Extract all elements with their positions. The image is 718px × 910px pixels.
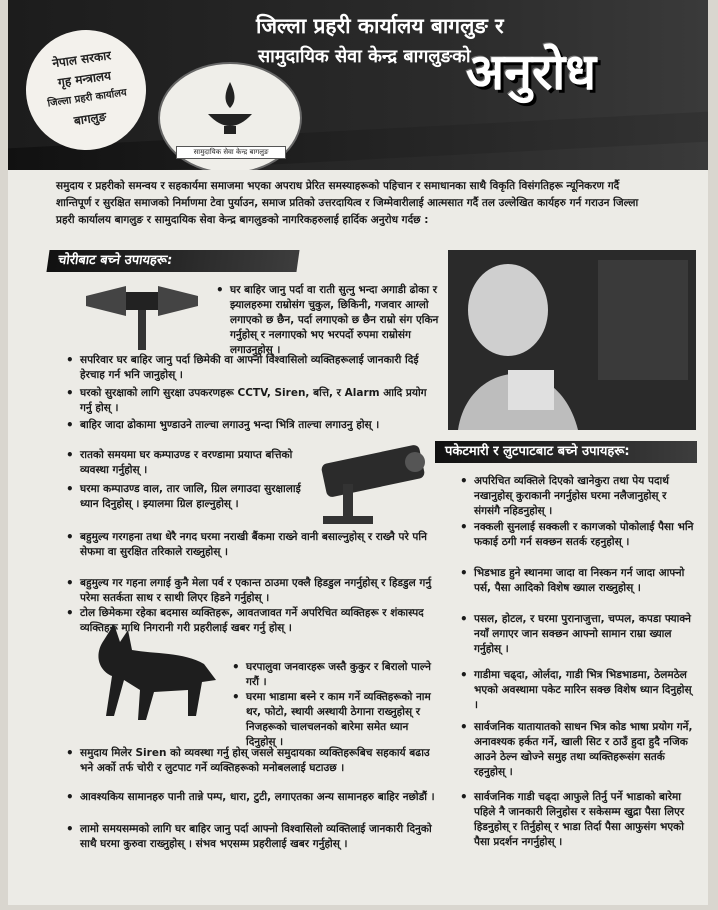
- list-item: • अपरिचित व्यक्तिले दिएको खानेकुरा तथा पेय पदार्थ नखानुहोस् कुराकानी नगर्नुहोस घरमा नलैजानुहोस् र संगसंगै नहिडनुहोस् ।: [460, 474, 669, 517]
- thief-photo: [448, 250, 696, 430]
- gov-logo-line: गृह मन्त्रालय: [57, 68, 112, 90]
- list-item: • सार्वजनिक गाडी चढ्दा आफुले तिर्नु पर्ने भाडाको बारेमा पहिले नै जानकारी लिनुहोस र सकेसम्म खुद्रा पैसा लिएर हिडनुहोस् र तिर्नुहोस् र भाडा तिर्दा पैसा आफुसंग भएको पैसा प्रदर्शन नगर्नुहोस् ।: [460, 790, 685, 848]
- gov-logo-line: जिल्ला प्रहरी कार्यालय: [46, 87, 128, 110]
- list-item: • घरमा भाडामा बस्ने र काम गर्ने व्यक्तिहरूको नाम थर, फोटो, स्थायी अस्थायी ठेगाना राख्नुहोस् र निजहरूको चालचलनको बारेमा समेत ध्यान दिनुहोस् ।: [232, 690, 431, 748]
- list-item: • भिडभाड हुने स्थानमा जादा वा निस्कन गर्न जादा आफ्नो पर्स, पैसा आदिको विशेष ख्याल राख्नुहोस् ।: [460, 566, 685, 594]
- header-title-line2: सामुदायिक सेवा केन्द्र बागलुङको: [258, 46, 471, 67]
- header-anurodh: अनुरोध: [466, 42, 597, 101]
- list-item: • घरको सुरक्षाको लागि सुरक्षा उपकरणहरू CCTV, Siren, बत्ति, र Alarm आदि प्रयोग गर्नु होस् ।: [66, 386, 427, 414]
- section-robbery-header: पकेटमारी र लुटपाटबाट बच्ने उपायहरू:: [435, 441, 697, 463]
- list-item: • समुदाय मिलेर Siren को व्यवस्था गर्नु होस् जसले समुदायका व्यक्तिहरूबिच सहकार्य बढाउ भने अर्को तर्फ चोरी र लुटपाट गर्ने व्यक्तिहरूको मनोबललाई घटाउछ ।: [66, 746, 430, 774]
- cctv-camera-icon: [303, 444, 435, 528]
- list-item: • बाहिर जादा ढोकामा भुण्डाउने ताल्चा लगाउनु भन्दा भित्रि ताल्चा लगाउनु होस् ।: [66, 418, 380, 432]
- section-theft-header: चोरीबाट बच्ने उपायहरू:: [46, 250, 299, 272]
- list-item: • घरमा कम्पाउण्ड वाल, तार जालि, ग्रिल लगाउदा सुरक्षालाई ध्यान दिनुहोस् । झ्यालमा ग्रिल हाल्नुहोस् ।: [66, 482, 301, 510]
- list-item: • घरपालुवा जनवारहरू जस्तै कुकुर र बिरालो पाल्ने गरौं ।: [232, 660, 431, 688]
- list-item: • नक्कली सुनलाई सक्कली र कागजको पोकोलाई पैसा भनि फकाई ठगी गर्न सक्छन सतर्क रहनुहोस् ।: [460, 520, 694, 548]
- gov-logo-line: बागलुङ: [72, 109, 108, 128]
- poster-sheet: [8, 0, 708, 905]
- list-item: • गाडीमा चढ्दा, ओर्लदा, गाडी भित्र भिडभाडमा, ठेलमठेल भएको अवस्थामा पकेट मारिन सक्छ विशेष ध्यान दिनुहोस् ।: [460, 668, 692, 711]
- list-item: • रातको समयमा घर कम्पाउण्ड र वरण्डामा प्रयाप्त बत्तिको व्यवस्था गर्नुहोस् ।: [66, 448, 293, 476]
- oil-lamp-icon: [204, 78, 256, 140]
- list-item: • आवश्यकिय सामानहरु पानी तान्ने पम्प, धारा, टुटी, लगाएतका अन्य सामानहरु बाहिर नछोडौं ।: [66, 790, 435, 804]
- siren-icon: [82, 282, 202, 352]
- list-item: • सार्वजनिक यातायातको साधन भित्र कोड भाषा प्रयोग गर्ने, अनावश्यक हर्कत गर्ने, खाली सिट र ठाउँ हुदा हुदै नजिक आउने ठेल्न खोज्ने समुह तथा व्यक्तिहरूसंग सतर्क रहनुहोस् ।: [460, 720, 693, 778]
- intro-paragraph: समुदाय र प्रहरीको समन्वय र सहकार्यमा समाजमा भएका अपराध प्रेरित समस्याहरूको पहिचान र समाधानका साथै विकृति विसंगतिहरू न्यूनिकरण गर्दै शान्तिपूर्ण र सुरक्षित समाजको निर्माणमा टेवा पुर्याउन, समाज प्रतिको उत्तरदायित्व र जिम्मेवारीलाई आत्मसात गर्दै तल उल्लेखित कार्यहरु गर्न गराउन जिल्ला प्रहरी कार्यालय बागलुङ र सामुदायिक सेवा केन्द्र बागलुङको नागरिकहरुलाई हार्दिक अनुरोध गर्दछ :: [56, 180, 639, 226]
- list-item: • सपरिवार घर बाहिर जानु पर्दा छिमेकी वा आफ्नो विश्वासिलो व्यक्तिहरूलाई जानकारी दिई हेरचाह गर्न भनि जानुहोस् ।: [66, 353, 419, 381]
- community-logo-label: सामुदायिक सेवा केन्द्र बागलुङ: [176, 146, 286, 159]
- community-service-logo: [158, 62, 302, 170]
- list-item: • बहुमुल्य गर गहना लगाई कुनै मेला पर्व र एकान्त ठाउमा एक्लै हिडडुल नगर्नुहोस् र हिडडुल गर्नु परेमा सतर्कता साथ र साथी लिएर हिडने गर्नुहोस् ।: [66, 576, 432, 604]
- header-title-line1: जिल्ला प्रहरी कार्यालय बागलुङ र: [256, 14, 504, 38]
- list-item: • लामो समयसम्मको लागि घर बाहिर जानु पर्दा आफ्नो विश्वासिलो व्यक्तिलाई जानकारी दिनुको साथै घरमा कुरुवा राख्नुहोस् । संभव भएसम्म प्रहरीलाई खबर गर्नुहोस् ।: [66, 822, 432, 850]
- nepal-police-logo: [18, 22, 154, 158]
- list-item: • पसल, होटल, र घरमा पुरानाजुत्ता, चप्पल, कपडा फ्याक्ने नयाँ लगाएर जान सक्छन आफ्नो सामान राम्रा ख्याल गर्नुहोस् ।: [460, 612, 691, 655]
- gov-logo-line: नेपाल सरकार: [51, 48, 112, 71]
- poster-header: [8, 0, 708, 170]
- dog-icon: [84, 620, 224, 730]
- list-item: • बहुमुल्य गरगहना तथा धेरै नगद घरमा नराखी बैंकमा राख्ने वानी बसाल्नुहोस् र राख्नै परे पनि सेफमा वा सुरक्षित तरिकाले राख्नुहोस् ।: [66, 530, 427, 558]
- list-item: • घर बाहिर जानु पर्दा वा राती सुत्नु भन्दा अगाडी ढोका र झ्यालहरुमा राम्रोसंग चुकुल, छिकिनी, गजवार आग्लो लगाएको छ छैन, पर्दा लगाएको छ छैन राम्रो संग एकिन गर्नुहोस् र नलगाएको भए भरपर्दो रुपमा राम्रोसंग लगाउनुहोस् ।: [216, 283, 439, 356]
- list-item: • टोल छिमेकमा रहेका बदमास व्यक्तिहरू, आवतजावत गर्ने अपरिचित व्यक्तिहरू र शंकास्पद व्यक्तिहरू माथि निगरानी गरी प्रहरीलाई खबर गर्नु होस् ।: [66, 606, 424, 634]
- thief-silhouette-icon: [448, 250, 696, 430]
